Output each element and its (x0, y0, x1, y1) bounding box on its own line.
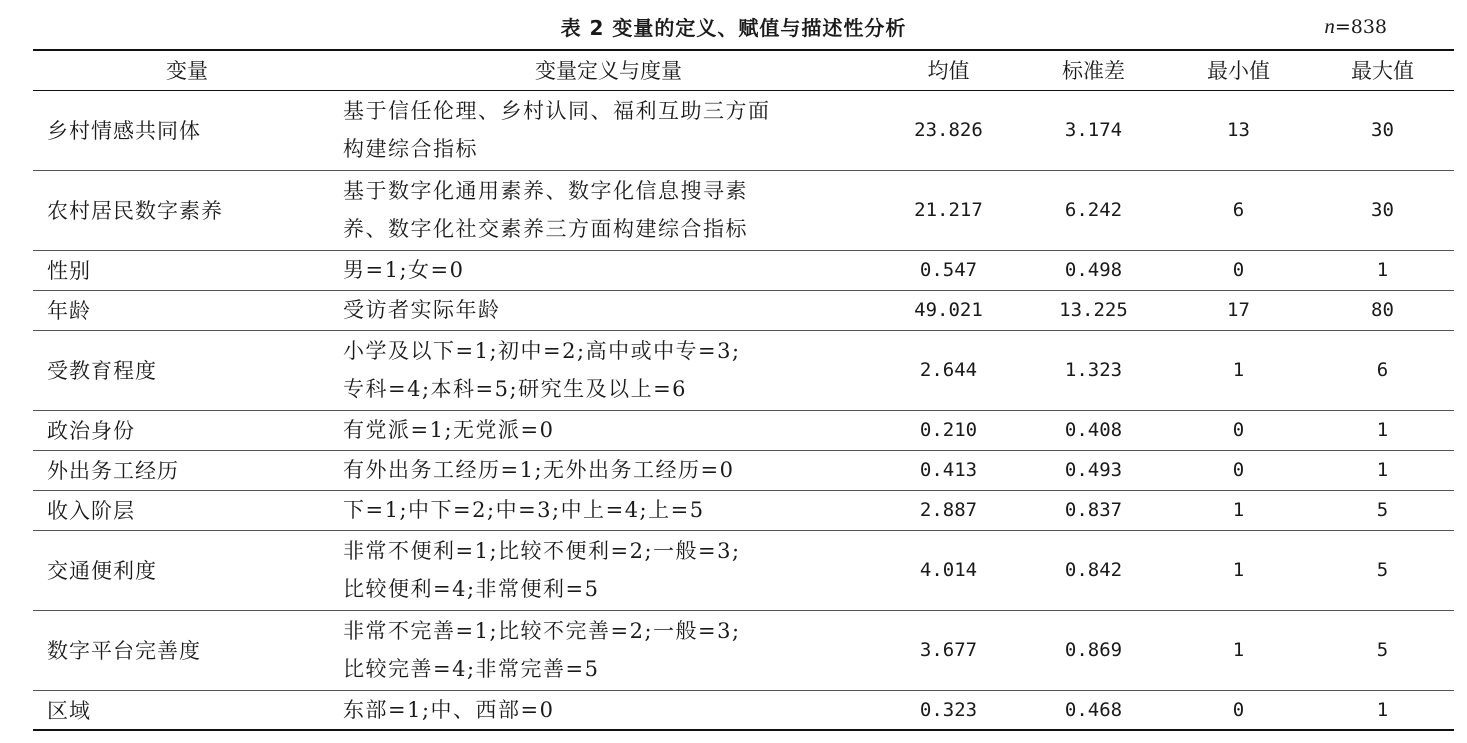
descriptive-stats-table (33, 49, 1454, 731)
variable-name: 收入阶层 (33, 490, 341, 530)
definition-line: 有党派=1;无党派=0 (343, 418, 555, 442)
variable-name: 外出务工经历 (33, 450, 341, 490)
table-row (33, 450, 1454, 490)
mean-value: 21.217 (876, 170, 1021, 250)
variable-name: 乡村情感共同体 (47, 119, 201, 143)
table-row (33, 530, 1454, 610)
table-title: 表 2 变量的定义、赋值与描述性分析 (560, 16, 907, 40)
sd-value: 0.869 (1021, 610, 1166, 690)
definition-line: 构建综合指标 (343, 137, 478, 161)
max-value: 1 (1311, 410, 1454, 450)
header-definition: 变量定义与度量 (341, 50, 876, 90)
min-value: 1 (1166, 610, 1311, 690)
table-row (33, 250, 1454, 290)
variable-name: 交通便利度 (33, 530, 341, 610)
variable-name: 数字平台完善度 (33, 610, 341, 690)
mean-value: 4.014 (876, 530, 1021, 610)
mean-value: 2.644 (876, 330, 1021, 410)
variable-definition (341, 610, 876, 690)
table-row (33, 330, 1454, 410)
max-value: 30 (1311, 170, 1454, 250)
sample-size-symbol: n (1324, 14, 1335, 38)
variable-name: 受教育程度 (33, 330, 341, 410)
min-value: 17 (1166, 290, 1311, 330)
mean-value: 0.323 (876, 690, 1021, 730)
min-value: 6 (1166, 170, 1311, 250)
table-row (33, 610, 1454, 690)
header-sd: 标准差 (1021, 50, 1166, 90)
table-row (33, 90, 1454, 170)
sd-value: 13.225 (1021, 290, 1166, 330)
mean-value: 49.021 (876, 290, 1021, 330)
max-value: 5 (1311, 530, 1454, 610)
variable-definition (341, 90, 876, 170)
max-value: 5 (1311, 490, 1454, 530)
mean-value: 0.547 (876, 250, 1021, 290)
header-mean: 均值 (876, 50, 1021, 90)
sd-value: 1.323 (1021, 330, 1166, 410)
definition-line: 东部=1;中、西部=0 (343, 697, 555, 722)
definition-line: 小学及以下=1;初中=2;高中或中专=3; (343, 339, 741, 363)
min-value: 1 (1166, 530, 1311, 610)
table-row (33, 410, 1454, 450)
variable-definition (341, 170, 876, 250)
sd-value: 0.493 (1021, 450, 1166, 490)
header-row (33, 50, 1454, 90)
min-value: 0 (1166, 410, 1311, 450)
max-value: 80 (1311, 290, 1454, 330)
mean-value: 2.887 (876, 490, 1021, 530)
variable-name: 性别 (33, 250, 341, 290)
header-max: 最大值 (1311, 50, 1454, 90)
min-value: 0 (1166, 690, 1311, 730)
variable-definition (341, 490, 876, 530)
table-caption (0, 10, 1467, 40)
variable-definition (341, 690, 876, 730)
mean-value: 0.210 (876, 410, 1021, 450)
variable-name: 区域 (33, 690, 341, 730)
header-variable: 变量 (33, 50, 341, 90)
variable-definition (341, 410, 876, 450)
variable-name: 政治身份 (33, 410, 341, 450)
definition-line: 非常不完善=1;比较不完善=2;一般=3; (343, 619, 741, 643)
table-row (33, 690, 1454, 730)
definition-line: 基于数字化通用素养、数字化信息搜寻素 (343, 179, 748, 203)
max-value: 6 (1311, 330, 1454, 410)
mean-value: 3.677 (876, 610, 1021, 690)
definition-line: 养、数字化社交素养三方面构建综合指标 (343, 217, 748, 241)
definition-line: 比较便利=4;非常便利=5 (343, 577, 600, 601)
max-value: 1 (1311, 250, 1454, 290)
min-value: 0 (1166, 450, 1311, 490)
max-value: 1 (1311, 450, 1454, 490)
variable-name: 年龄 (33, 290, 341, 330)
sd-value: 6.242 (1021, 170, 1166, 250)
definition-line: 基于信任伦理、乡村认同、福利互助三方面 (343, 99, 771, 123)
min-value: 1 (1166, 330, 1311, 410)
definition-line: 受访者实际年龄 (343, 298, 501, 322)
variable-definition (341, 250, 876, 290)
max-value: 1 (1311, 690, 1454, 730)
definition-line: 比较完善=4;非常完善=5 (343, 657, 600, 681)
max-value: 5 (1311, 610, 1454, 690)
variable-definition (341, 450, 876, 490)
table-row (33, 490, 1454, 530)
sd-value: 0.408 (1021, 410, 1166, 450)
variable-definition (341, 330, 876, 410)
sd-value: 0.498 (1021, 250, 1166, 290)
min-value: 0 (1166, 250, 1311, 290)
variable-definition (341, 290, 876, 330)
variable-name: 农村居民数字素养 (33, 170, 341, 250)
min-value: 1 (1166, 490, 1311, 530)
min-value: 13 (1227, 119, 1250, 141)
mean-value: 0.413 (876, 450, 1021, 490)
sample-size (1324, 14, 1387, 39)
sample-size-value: =838 (1334, 16, 1387, 38)
definition-line: 男=1;女=0 (343, 258, 465, 282)
sd-value: 3.174 (1064, 119, 1123, 141)
table-row (33, 170, 1454, 250)
table-row (33, 290, 1454, 330)
definition-line: 专科=4;本科=5;研究生及以上=6 (343, 377, 688, 401)
sd-value: 0.837 (1021, 490, 1166, 530)
variable-definition (341, 530, 876, 610)
sd-value: 0.842 (1021, 530, 1166, 610)
mean-value: 23.826 (914, 119, 983, 141)
definition-line: 非常不便利=1;比较不便利=2;一般=3; (343, 539, 741, 563)
max-value: 30 (1371, 119, 1394, 141)
sd-value: 0.468 (1021, 690, 1166, 730)
definition-line: 有外出务工经历=1;无外出务工经历=0 (343, 458, 735, 482)
header-min: 最小值 (1166, 50, 1311, 90)
definition-line: 下=1;中下=2;中=3;中上=4;上=5 (343, 498, 705, 522)
